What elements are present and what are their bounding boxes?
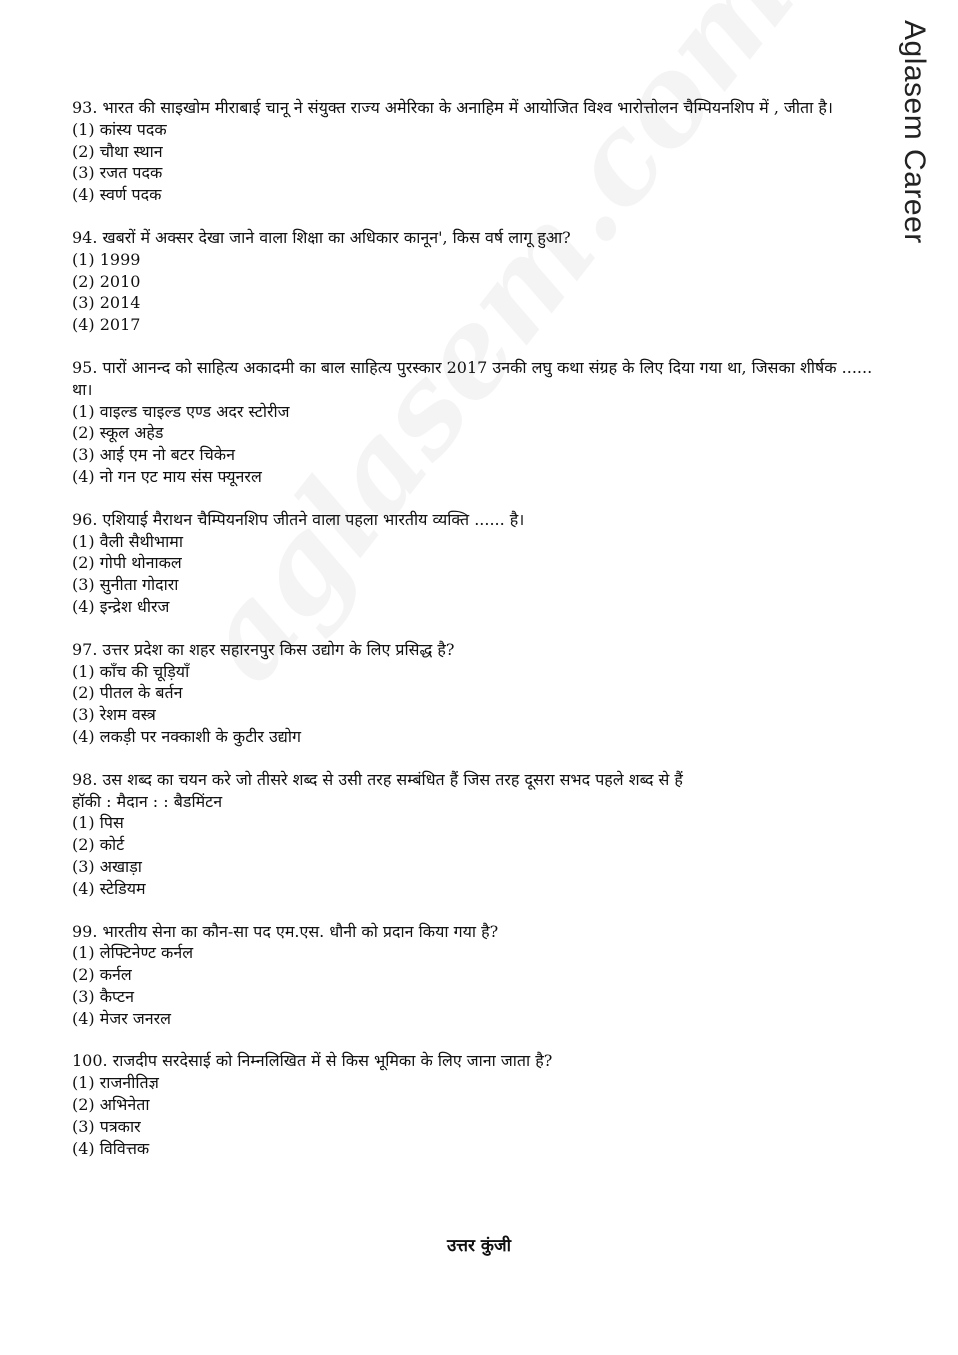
- question-block: [72, 769, 887, 900]
- answer-option: (4) नो गन एट माय संस फ्यूनरल: [72, 466, 262, 486]
- question-list: [72, 97, 887, 1180]
- question-block: [72, 509, 887, 618]
- question-text: 96. एशियाई मैराथन चैम्पियनशिप जीतने वाला पहला भारतीय व्यक्ति ...... है।: [72, 509, 525, 529]
- question-text: 93. भारत की साइखोम मीराबाई चानू ने संयुक्त राज्य अमेरिका के अनाहिम में आयोजित विश्व भारोत्तोलन चैम्पियनशिप में , जीता है।: [72, 98, 833, 117]
- answer-option: (4) स्टेडियम: [72, 878, 146, 898]
- answer-option: (3) सुनीता गोदारा: [72, 575, 179, 595]
- answer-option: (1) राजनीतिज्ञ: [72, 1073, 159, 1093]
- answer-option: (3) अखाड़ा: [72, 856, 142, 876]
- answer-option: (1) कांस्य पदक: [72, 119, 167, 139]
- question-text: 98. उस शब्द का चयन करे जो तीसरे शब्द से उसी तरह सम्बंधित हैं जिस तरह दूसरा सभद पहले शब्द से हैं: [72, 769, 683, 789]
- question-block: [72, 639, 887, 748]
- answer-option: (2) स्कूल अहेड: [72, 423, 164, 443]
- answer-option: (1) वाइल्ड चाइल्ड एण्ड अदर स्टोरीज: [72, 401, 290, 421]
- answer-key-heading: उत्तर कुंजी: [446, 1236, 511, 1256]
- answer-option: (3) रेशम वस्त्र: [72, 705, 156, 725]
- answer-option: (1) 1999: [72, 249, 141, 269]
- answer-option: (2) कोर्ट: [72, 835, 125, 855]
- side-brand-label: Aglasem Career: [898, 20, 931, 244]
- answer-option: (2) कर्नल: [72, 965, 132, 985]
- answer-option: (3) 2014: [72, 293, 141, 313]
- question-block: [72, 357, 887, 488]
- answer-option: (4) स्वर्ण पदक: [72, 185, 162, 205]
- answer-option: (4) लकड़ी पर नक्काशी के कुटीर उद्योग: [72, 726, 302, 746]
- answer-option: (2) गोपी थोनाकल: [72, 553, 182, 573]
- answer-option: (3) आई एम नो बटर चिकेन: [72, 445, 235, 465]
- answer-option: (2) 2010: [72, 271, 141, 291]
- answer-option: (3) रजत पदक: [72, 163, 163, 183]
- answer-option: (4) विवित्तक: [72, 1138, 150, 1158]
- answer-option: (2) अभिनेता: [72, 1095, 150, 1115]
- question-block: [72, 97, 887, 206]
- question-block: [72, 1050, 887, 1159]
- answer-option: (4) इन्द्रेश धीरज: [72, 596, 170, 616]
- question-text: 94. खबरों में अक्सर देखा जाने वाला शिक्षा का अधिकार कानून', किस वर्ष लागू हुआ?: [72, 227, 571, 247]
- answer-option: (3) पत्रकार: [72, 1116, 141, 1136]
- answer-option: (4) मेजर जनरल: [72, 1008, 171, 1028]
- question-text: 95. पारों आनन्द को साहित्य अकादमी का बाल साहित्य पुरस्कार 2017 उनकी लघु कथा संग्रह के लिए दिया गया था, जिसका शीर्षक ...... था।: [72, 357, 873, 399]
- question-text: 99. भारतीय सेना का कौन-सा पद एम.एस. धौनी को प्रदान किया गया है?: [72, 921, 499, 941]
- question-text: 97. उत्तर प्रदेश का शहर सहारनपुर किस उद्योग के लिए प्रसिद्ध है?: [72, 639, 455, 659]
- question-block: [72, 227, 887, 336]
- answer-option: (4) 2017: [72, 315, 141, 335]
- answer-option: (1) वैली सैथीभामा: [72, 531, 184, 551]
- answer-option: (1) पिस: [72, 813, 124, 833]
- question-text: 100. राजदीप सरदेसाई को निम्नलिखित में से किस भूमिका के लिए जाना जाता है?: [72, 1051, 553, 1071]
- answer-option: (1) काँच की चूड़ियाँ: [72, 661, 190, 681]
- answer-option: (3) कैप्टन: [72, 986, 134, 1006]
- answer-option: (2) चौथा स्थान: [72, 141, 163, 161]
- answer-option: (1) लेफ्टिनेण्ट कर्नल: [72, 943, 194, 963]
- answer-option: (2) पीतल के बर्तन: [72, 683, 183, 703]
- question-block: [72, 921, 887, 1030]
- question-subtext: हॉकी : मैदान : : बैडमिंटन: [72, 791, 223, 811]
